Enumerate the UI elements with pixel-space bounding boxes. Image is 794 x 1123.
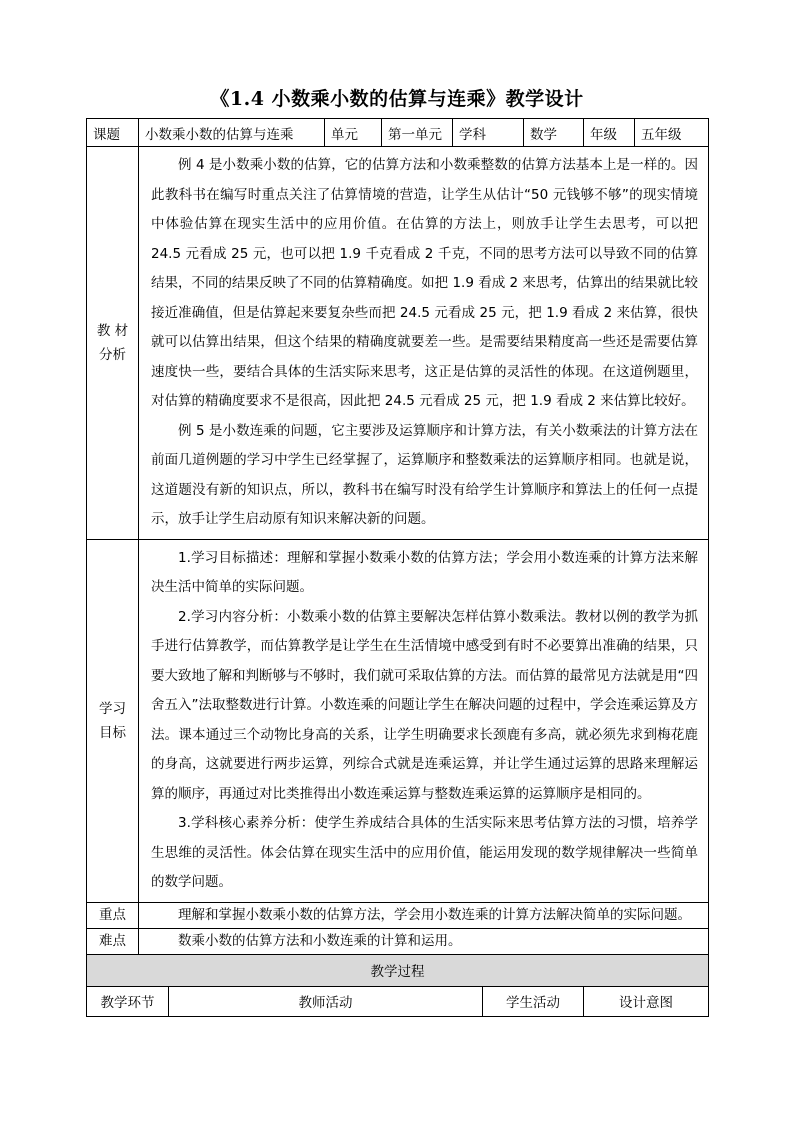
grade-label: 年级	[584, 119, 635, 147]
grade-value: 五年级	[635, 119, 709, 147]
objectives-label	[87, 539, 139, 902]
column-design-intent: 设计意图	[584, 986, 709, 1016]
objectives-row	[87, 539, 709, 902]
analysis-paragraph: 例 5 是小数连乘的问题，它主要涉及运算顺序和计算方法，有关小数乘法的计算方法在前面几道例题的学习中学生已经掌握了，运算顺序和整数乘法的运算顺序相同。也就是说，这道题没有新的知识点，所以，教科书在编写时没有给学生计算顺序和算法上的任何一点提示，放手让学生启动原有知识来解决新的问题。	[151, 422, 698, 527]
topic-value: 小数乘小数的估算与连乘	[139, 119, 325, 147]
objectives-label-line1: 学习	[99, 700, 126, 717]
process-header-row	[87, 954, 709, 986]
objective-paragraph: 3.学科核心素养分析：使学生养成结合具体的生活实际来思考估算方法的习惯，培养学生思维的灵活性。体会估算在现实生活中的应用价值，能运用发现的数学规律解决一些简单的数学问题。	[151, 815, 698, 890]
process-columns-row	[87, 986, 709, 1016]
column-student-activity: 学生活动	[483, 986, 584, 1016]
difficulty-text: 数乘小数的估算方法和小数连乘的计算和运用。	[139, 928, 709, 954]
analysis-row	[87, 147, 709, 540]
difficulty-label: 难点	[87, 928, 139, 954]
subject-label: 学科	[453, 119, 524, 147]
key-point-row	[87, 902, 709, 928]
lesson-plan-table	[86, 118, 709, 1017]
analysis-label	[87, 147, 139, 540]
analysis-label-line1: 教 材	[96, 322, 129, 339]
objectives-content	[139, 539, 709, 902]
analysis-paragraph: 例 4 是小数乘小数的估算，它的估算方法和小数乘整数的估算方法基本上是一样的。因此教科书在编写时重点关注了估算情境的营造，让学生从估计“50 元钱够不够”的现实情境中体验估算在现实生活中的应用价值。在估算的方法上，则放手让学生去思考，可以把 24.5 元看成 25 元，也可以把 1.9 千克看成 2 千克，不同的思考方法可以导致不同的估算结果，不同的结果反映了不同的估算精确度。如把 1.9 看成 2 来思考，估算出的结果就比较接近准确值，但是估算起来要复杂些而把 24.5 元看成 25 元，把 1.9 看成 2 来估算，很快就可以估算出结果，但这个结果的精确度就要差一些。是需要结果精度高一些还是需要估算速度快一些，要结合具体的生活实际来思考，这正是估算的灵活性的体现。在这道例题里，对估算的精确度要求不是很高，因此把 24.5 元看成 25 元，把 1.9 看成 2 来估算比较好。	[151, 157, 698, 409]
difficulty-row	[87, 928, 709, 954]
unit-value: 第一单元	[382, 119, 453, 147]
unit-label: 单元	[325, 119, 382, 147]
objective-paragraph: 2.学习内容分析：小数乘小数的估算主要解决怎样估算小数乘法。教材以例的教学为抓手进行估算教学，而估算教学是让学生在生活情境中感受到有时不必要算出准确的结果，只要大致地了解和判断够与不够时，我们就可采取估算的方法。而估算的最常见方法就是用“四舍五入”法取整数进行计算。小数连乘的问题让学生在解决问题的过程中，学会连乘运算及方法。课本通过三个动物比身高的关系，让学生明确要求长颈鹿有多高，就必须先求到梅花鹿的身高，这就要进行两步运算，列综合式就是连乘运算，并让学生通过运算的思路来理解运算的顺序，再通过对比类推得出小数连乘运算与整数连乘运算的运算顺序是相同的。	[151, 608, 698, 802]
objective-paragraph: 1.学习目标描述：理解和掌握小数乘小数的估算方法；学会用小数连乘的计算方法来解决生活中简单的实际问题。	[151, 549, 698, 595]
topic-label: 课题	[87, 119, 139, 147]
analysis-label-line2: 分析	[99, 346, 126, 363]
objectives-label-line2: 目标	[99, 724, 126, 741]
column-teaching-stage: 教学环节	[87, 986, 169, 1016]
analysis-content	[139, 147, 709, 540]
column-teacher-activity: 教师活动	[169, 986, 483, 1016]
key-point-label: 重点	[87, 902, 139, 928]
info-row	[87, 119, 709, 147]
subject-value: 数学	[524, 119, 584, 147]
process-header: 教学过程	[87, 954, 709, 986]
document-title: 《1.4 小数乘小数的估算与连乘》教学设计	[210, 88, 584, 110]
key-point-text: 理解和掌握小数乘小数的估算方法，学会用小数连乘的计算方法解决简单的实际问题。	[139, 902, 709, 928]
